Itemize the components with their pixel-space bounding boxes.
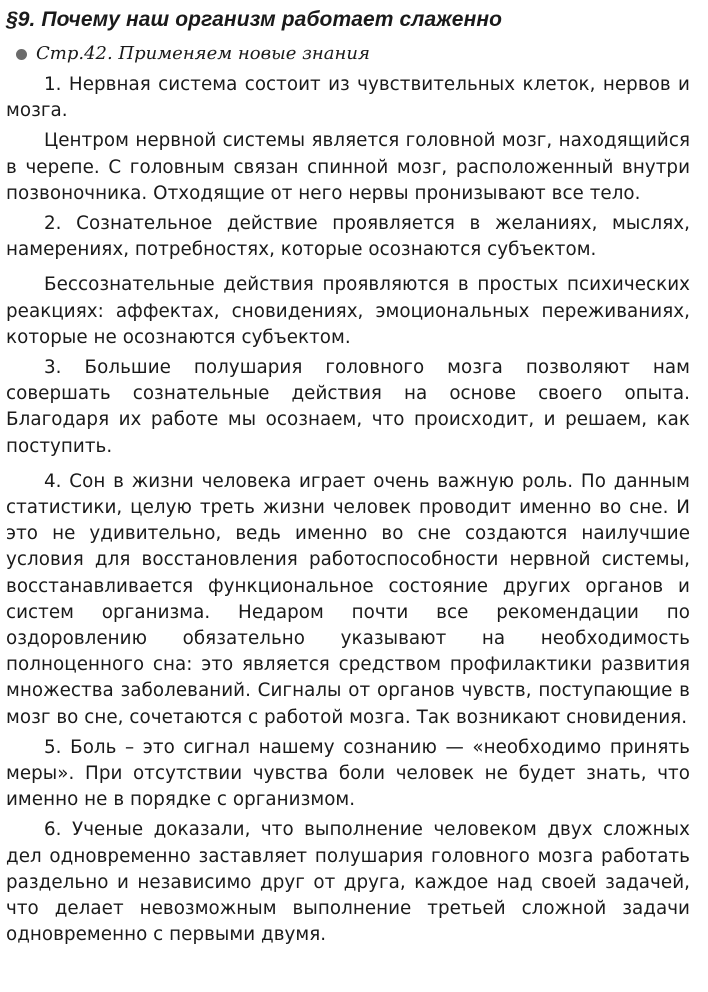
- paragraph-2: Центром нервной системы является головной мозг, находящийся в черепе. С головным связан спинной мозг, расположенный внутри позвоночника. Отходящие от него нервы пронизывают все тело.: [6, 130, 690, 204]
- subheading: [6, 42, 690, 66]
- paragraph-3: 2. Сознательное действие проявляется в желаниях, мыслях, намерениях, потребностях, которые осознаются субъектом.: [6, 213, 690, 261]
- paragraph-4: Бессознательные действия проявляются в простых психических реакциях: аффектах, сновидениях, эмоциональных переживаниях, которые не осознаются субъектом.: [6, 274, 690, 348]
- bullet-dot-icon: [16, 49, 27, 60]
- paragraph-7: 5. Боль – это сигнал нашему сознанию — «необходимо принять меры». При отсутствии чувства боли человек не будет знать, что именно не в порядке с организмом.: [6, 736, 690, 811]
- subheading-text: Стр.42. Применяем новые знания: [36, 43, 370, 64]
- section-title: §9. Почему наш организм работает слаженно: [6, 8, 503, 31]
- paragraph-5: 3. Большие полушария головного мозга позволяют нам совершать сознательные действия на основе своего опыта. Благодаря их работе мы осознаем, что происходит, и решаем, как поступить.: [6, 357, 690, 457]
- paragraph-8: 6. Ученые доказали, что выполнение человеком двух сложных дел одновременно заставляет полушария головного мозга работать раздельно и независимо друг от друга, каждое над своей задачей, что делает невозможным выполнение третьей сложной задачи одновременно с первыми двумя.: [6, 819, 690, 946]
- paragraph-1: 1. Нервная система состоит из чувствительных клеток, нервов и мозга.: [6, 74, 690, 122]
- paragraph-6: 4. Сон в жизни человека играет очень важную роль. По данным статистики, целую треть жизни человек проводит именно во сне. И это не удивительно, ведь именно во сне создаются наилучшие условия для восстановления работоспособности нервной системы, восстанавливается функциональное состояние других органов и систем организма. Недаром почти все рекомендации по оздоровлению обязательно указывают на необходимость полноценного сна: это является средством профилактики развития множества заболеваний. Сигналы от органов чувств, поступающие в мозг во сне, сочетаются с работой мозга. Так возникают сновидения.: [6, 470, 690, 728]
